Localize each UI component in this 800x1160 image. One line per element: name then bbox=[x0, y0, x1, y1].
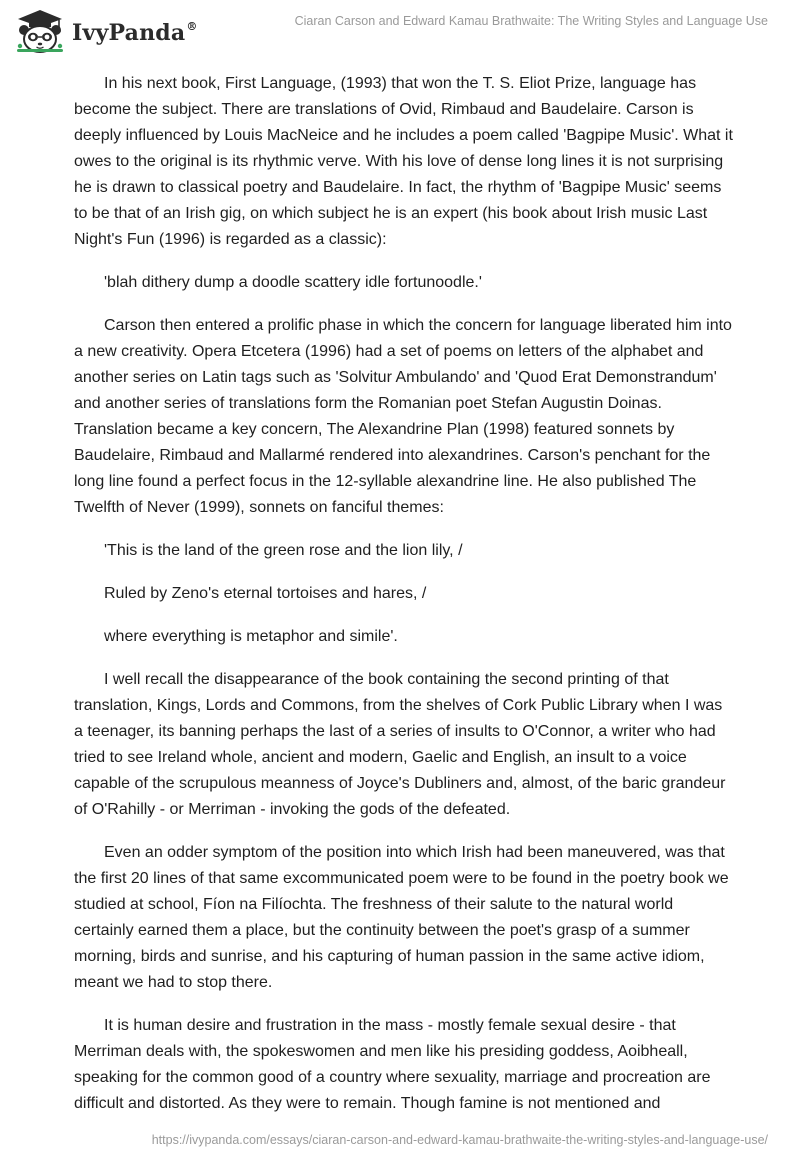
essay-body bbox=[74, 71, 734, 1134]
brand-name: IvyPanda® bbox=[72, 19, 198, 46]
quote-line: Ruled by Zeno's eternal tortoises and hares, / bbox=[104, 585, 427, 602]
paragraph: I well recall the disappearance of the book containing the second printing of that translation, Kings, Lords and Commons, from the shelves of Cork Public Library when I was a teenager, its banning perhaps the last of a series of insults to O'Connor, a writer who had tried to see Ireland whole, ancient and modern, Gaelic and English, an insult to a voice capable of the scrupulous meanness of Joyce's Dubliners and, almost, of the baric grandeur of O'Rahilly - or Merriman - invoking the gods of the defeated. bbox=[74, 671, 726, 818]
paragraph: Even an odder symptom of the position into which Irish had been maneuvered, was that the first 20 lines of that same excommunicated poem were to be found in the poetry book we studied at school, Fíon na Filíochta. The freshness of their salute to the natural world certainly earned them a place, but the continuity between the poet's grasp of a summer morning, birds and sunrise, and his capturing of human passion in the same active idiom, meant we had to stop there. bbox=[74, 844, 729, 991]
quote-line: where everything is metaphor and simile'. bbox=[104, 628, 398, 645]
quote-line: 'blah dithery dump a doodle scattery idle fortunoodle.' bbox=[104, 274, 482, 291]
brand-logo[interactable] bbox=[14, 8, 198, 54]
paragraph: Carson then entered a prolific phase in which the concern for language liberated him into a new creativity. Opera Etcetera (1996) had a set of poems on letters of the alphabet and another series on Latin tags such as 'Solvitur Ambulando' and 'Quod Erat Demonstrandum' and another series of translations form the Romanian poet Stefan Augustin Doinas. Translation became a key concern, The Alexandrine Plan (1998) featured sonnets by Baudelaire, Rimbaud and Mallarmé rendered into alexandrines. Carson's penchant for the long line found a perfect focus in the 12-syllable alexandrine line. He also published The Twelfth of Never (1999), sonnets on fanciful themes: bbox=[74, 317, 732, 516]
quote-line: 'This is the land of the green rose and the lion lily, / bbox=[104, 542, 463, 559]
document-title: Ciaran Carson and Edward Kamau Brathwaite: The Writing Styles and Language Use bbox=[294, 14, 768, 28]
source-url[interactable]: https://ivypanda.com/essays/ciaran-carson-and-edward-kamau-brathwaite-the-writing-styles-and-language-use/ bbox=[151, 1133, 768, 1147]
panda-graduate-icon bbox=[14, 8, 66, 54]
paragraph: It is human desire and frustration in the mass - mostly female sexual desire - that Merriman deals with, the spokeswomen and men like his presiding goddess, Aoibheall, speaking for the common good of a country where sexuality, marriage and procreation are difficult and distorted. As they were to remain. Though famine is not mentioned and bbox=[74, 1017, 711, 1112]
page-header bbox=[0, 0, 800, 60]
paragraph: In his next book, First Language, (1993) that won the T. S. Eliot Prize, language has become the subject. There are translations of Ovid, Rimbaud and Baudelaire. Carson is deeply influenced by Louis MacNeice and he includes a poem called 'Bagpipe Music'. What it owes to the original is its rhythmic verve. With his love of dense long lines it is not surprising he is drawn to classical poetry and Baudelaire. In fact, the rhythm of 'Bagpipe Music' seems to be that of an Irish gig, on which subject he is an expert (his book about Irish music Last Night's Fun (1996) is regarded as a classic): bbox=[74, 75, 733, 248]
